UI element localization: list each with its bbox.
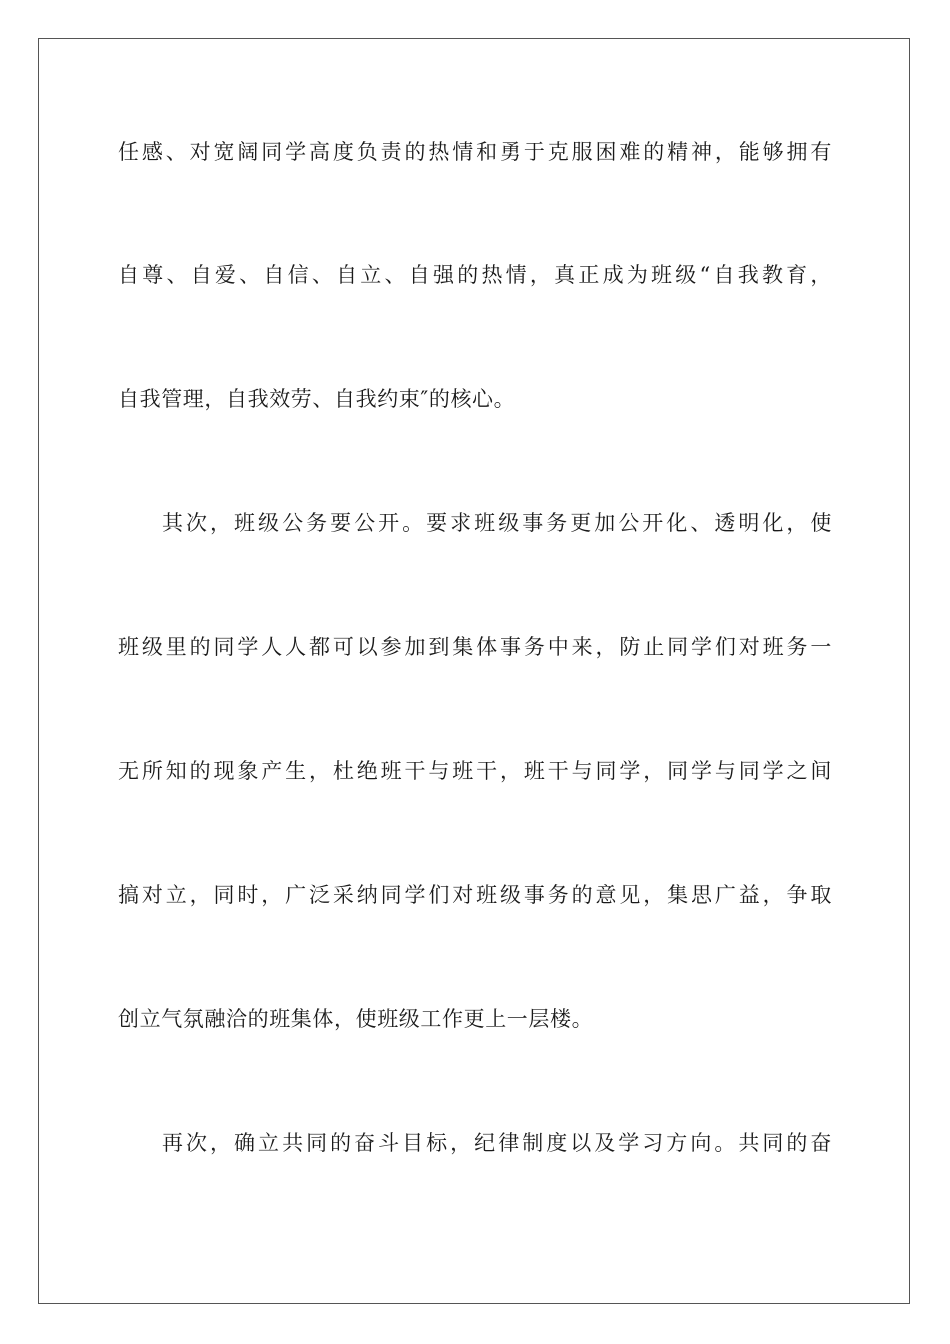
paragraph-2-line-5: 创立气氛融洽的班集体，使班级工作更上一层楼。 — [118, 1007, 594, 1031]
text-line-1: 任感、对宽阔同学高度负责的热情和勇于克服困难的精神，能够拥有 — [118, 140, 832, 164]
paragraph-3-line-1: 再次，确立共同的奋斗目标，纪律制度以及学习方向。共同的奋 — [162, 1131, 832, 1155]
paragraph-2-line-4: 搞对立，同时，广泛采纳同学们对班级事务的意见，集思广益，争取 — [118, 883, 832, 907]
text-line-2: 自尊、自爱、自信、自立、自强的热情，真正成为班级“自我教育， — [118, 263, 832, 287]
page-border — [38, 38, 910, 1304]
paragraph-2-line-2: 班级里的同学人人都可以参加到集体事务中来，防止同学们对班务一 — [118, 635, 832, 659]
paragraph-2-line-1: 其次，班级公务要公开。要求班级事务更加公开化、透明化，使 — [162, 511, 832, 535]
paragraph-2-line-3: 无所知的现象产生，杜绝班干与班干，班干与同学，同学与同学之间 — [118, 759, 832, 783]
text-line-3: 自我管理，自我效劳、自我约束″的核心。 — [118, 387, 516, 411]
